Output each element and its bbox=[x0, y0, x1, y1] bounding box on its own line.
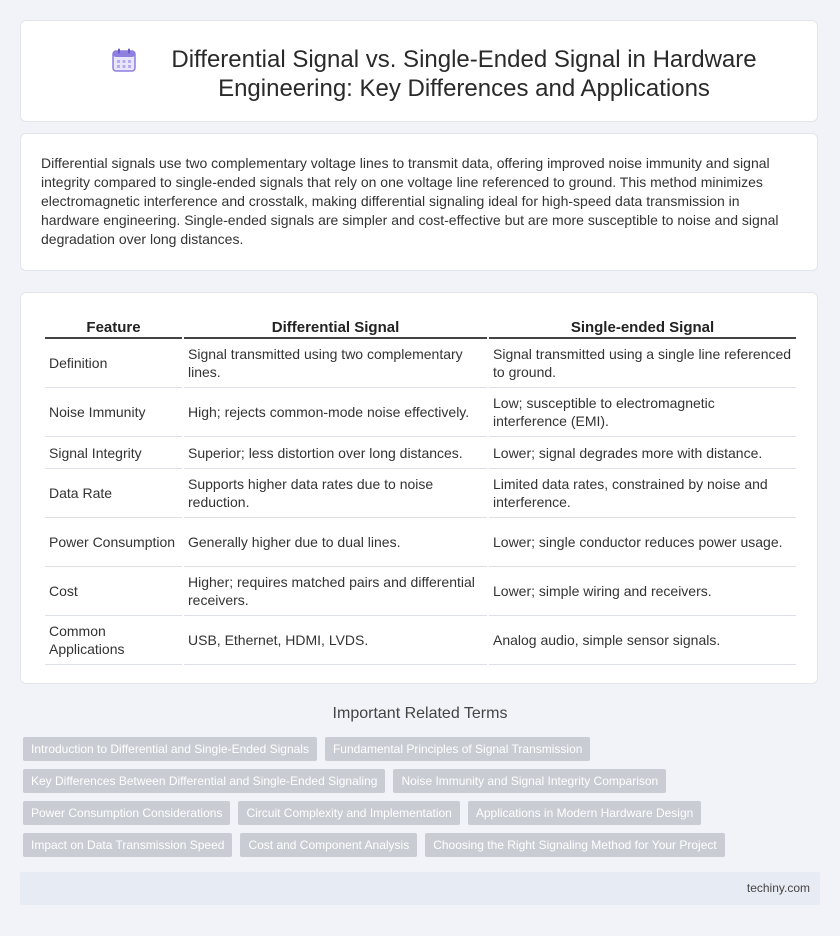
table-row bbox=[45, 388, 796, 437]
single-ended-cell: Lower; signal degrades more with distance. bbox=[489, 437, 796, 469]
feature-cell: Common Applications bbox=[45, 616, 182, 665]
differential-cell: Supports higher data rates due to noise reduction. bbox=[184, 469, 487, 518]
related-term-tag[interactable]: Circuit Complexity and Implementation bbox=[238, 801, 459, 825]
related-term-tag[interactable]: Choosing the Right Signaling Method for Your Project bbox=[425, 833, 725, 857]
related-terms-list bbox=[23, 737, 823, 865]
tag-row bbox=[23, 801, 823, 825]
header-differential: Differential Signal bbox=[184, 317, 487, 339]
related-term-tag[interactable]: Fundamental Principles of Signal Transmission bbox=[325, 737, 590, 761]
table-row bbox=[45, 616, 796, 665]
feature-cell: Power Consumption bbox=[45, 518, 182, 567]
tag-row bbox=[23, 833, 823, 857]
table-row bbox=[45, 469, 796, 518]
related-terms-title: Important Related Terms bbox=[332, 705, 508, 722]
related-term-tag[interactable]: Cost and Component Analysis bbox=[240, 833, 417, 857]
related-term-tag[interactable]: Key Differences Between Differential and Single-Ended Signaling bbox=[23, 769, 385, 793]
title-card bbox=[20, 20, 818, 122]
single-ended-cell: Analog audio, simple sensor signals. bbox=[489, 616, 796, 665]
feature-cell: Data Rate bbox=[45, 469, 182, 518]
differential-cell: Signal transmitted using two complementary lines. bbox=[184, 339, 487, 388]
header-feature: Feature bbox=[45, 317, 182, 339]
footer-site-link[interactable]: techiny.com bbox=[746, 881, 810, 895]
page-title: Differential Signal vs. Single-Ended Signal in Hardware Engineering: Key Differences and Applications bbox=[171, 46, 757, 102]
table-row bbox=[45, 518, 796, 567]
intro-paragraph: Differential signals use two complementary voltage lines to transmit data, offering improved noise immunity and signal integrity compared to single-ended signals that rely on one voltage line referenced to ground. This method minimizes electromagnetic interference and crosstalk, making differential signaling ideal for high-speed data transmission in hardware engineering. Single-ended signals are simpler and cost-effective but are more susceptible to noise and signal degradation over long distances. bbox=[41, 155, 779, 247]
differential-cell: Superior; less distortion over long distances. bbox=[184, 437, 487, 469]
single-ended-cell: Signal transmitted using a single line referenced to ground. bbox=[489, 339, 796, 388]
comparison-table bbox=[43, 317, 798, 665]
header-single-ended: Single-ended Signal bbox=[489, 317, 796, 339]
single-ended-cell: Limited data rates, constrained by noise and interference. bbox=[489, 469, 796, 518]
table-row bbox=[45, 339, 796, 388]
related-term-tag[interactable]: Introduction to Differential and Single-Ended Signals bbox=[23, 737, 317, 761]
related-term-tag[interactable]: Applications in Modern Hardware Design bbox=[468, 801, 701, 825]
single-ended-cell: Low; susceptible to electromagnetic interference (EMI). bbox=[489, 388, 796, 437]
single-ended-cell: Lower; simple wiring and receivers. bbox=[489, 567, 796, 616]
feature-cell: Signal Integrity bbox=[45, 437, 182, 469]
table-row bbox=[45, 567, 796, 616]
differential-cell: High; rejects common-mode noise effectively. bbox=[184, 388, 487, 437]
table-row bbox=[45, 437, 796, 469]
differential-cell: Higher; requires matched pairs and differential receivers. bbox=[184, 567, 487, 616]
related-term-tag[interactable]: Impact on Data Transmission Speed bbox=[23, 833, 232, 857]
single-ended-cell: Lower; single conductor reduces power usage. bbox=[489, 518, 796, 567]
feature-cell: Noise Immunity bbox=[45, 388, 182, 437]
tag-row bbox=[23, 769, 823, 793]
related-term-tag[interactable]: Power Consumption Considerations bbox=[23, 801, 230, 825]
footer bbox=[20, 872, 820, 905]
comparison-card bbox=[20, 292, 818, 684]
differential-cell: Generally higher due to dual lines. bbox=[184, 518, 487, 567]
tag-row bbox=[23, 737, 823, 761]
calendar-icon bbox=[112, 48, 136, 72]
related-term-tag[interactable]: Noise Immunity and Signal Integrity Comparison bbox=[393, 769, 666, 793]
feature-cell: Cost bbox=[45, 567, 182, 616]
differential-cell: USB, Ethernet, HDMI, LVDS. bbox=[184, 616, 487, 665]
intro-card bbox=[20, 133, 818, 271]
table-header-row bbox=[45, 317, 796, 339]
feature-cell: Definition bbox=[45, 339, 182, 388]
